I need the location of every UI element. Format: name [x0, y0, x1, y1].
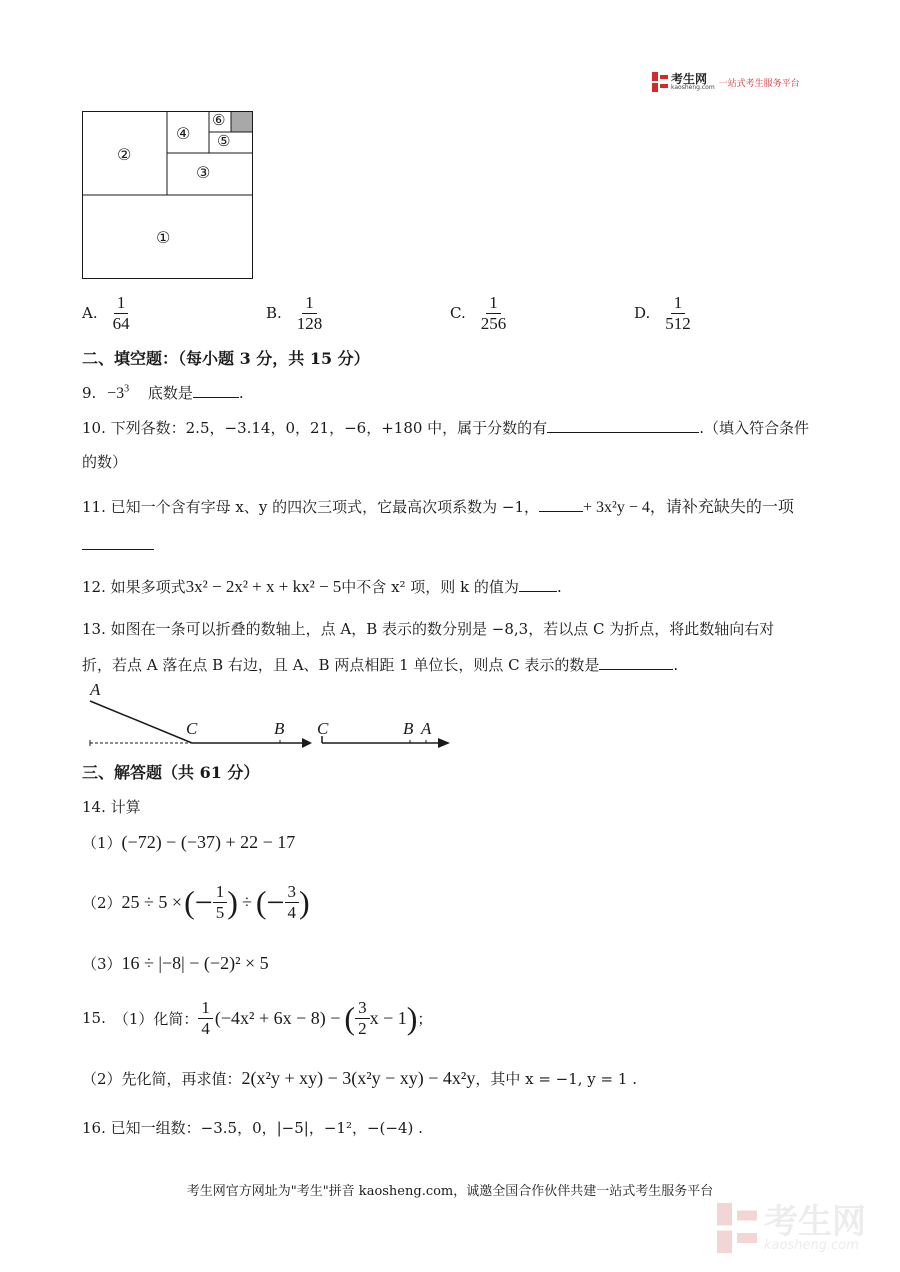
folded-numberline-figure [80, 680, 460, 752]
point-label-c: C [186, 719, 198, 738]
question-11: 11. 已知一个含有字母 x、y 的四次三项式，它最高次项系数为 −1， + 3x²y − 4，请补充缺失的一项 [82, 498, 794, 516]
region-label-5: ⑤ [217, 132, 231, 150]
question-15-part1: 15. （1）化简： $\frac{1}{4}$ (−4x² + 6x − 8) − ( $\frac{3}{2}$ x − 1 ) ； [82, 998, 433, 1038]
question-10: 10. 下列各数：2.5，−3.14，0，21，−6，+180 中，属于分数的有 .（填入符合条件 [82, 419, 809, 437]
point-label-a-right: A [421, 719, 432, 738]
logo-subtext: kaosheng.com [671, 84, 715, 91]
question-13-line2: 折，若点 A 落在点 B 右边，且 A、B 两点相距 1 单位长，则点 C 表示的数是 . [82, 656, 679, 674]
answer-blank[interactable] [547, 432, 699, 433]
region-label-1: ① [156, 228, 171, 247]
point-label-b-right: B [403, 719, 414, 738]
question-14-part3: （3）16 ÷ |−8| − (−2)² × 5 [82, 953, 269, 973]
question-14: 14. 计算 [82, 798, 141, 816]
answer-blank[interactable] [539, 511, 583, 512]
header-logo [652, 72, 800, 92]
footer-text: 考生网官方网址为"考生"拼音 kaosheng.com，诚邀全国合作伙伴共建一站式考生服务平台 [186, 1184, 714, 1199]
watermark [716, 1203, 866, 1253]
region-label-2: ② [117, 145, 132, 164]
region-label-3: ③ [196, 163, 211, 182]
point-label-b: B [274, 719, 285, 738]
region-label-4: ④ [176, 124, 191, 143]
watermark-text: 考生网 [764, 1201, 866, 1242]
question-12: 12. 如果多项式3x² − 2x² + x + kx² − 5中不含 x² 项，则 k 的值为 . [82, 577, 562, 596]
square-partition-figure [82, 111, 253, 279]
brand-logo-icon [652, 72, 668, 92]
question-11-answer-line[interactable] [82, 549, 154, 550]
q8-option-b: B. $\frac{1}{128}$ [266, 293, 323, 333]
question-15-part2: （2）先化简，再求值：2(x²y + xy) − 3(x²y − xy) − 4x²y，其中 x = −1, y = 1 . [82, 1068, 637, 1088]
question-9: 9. $-3^3$ 底数是 . [82, 383, 244, 402]
point-label-c-right: C [317, 719, 329, 738]
question-14-part2: （2） 25 ÷ 5 × (− $\frac{1}{5}$ ) ÷ (− $\frac{3}{4}$ ) [82, 882, 310, 922]
answer-blank[interactable] [193, 397, 239, 398]
question-13: 13. 如图在一条可以折叠的数轴上，点 A，B 表示的数分别是 −8,3，若以点 C 为折点，将此数轴向右对 [82, 620, 775, 638]
answer-blank[interactable] [599, 669, 673, 670]
header-slogan: 一站式考生服务平台 [718, 78, 800, 89]
question-16: 16. 已知一组数：−3.5，0，|−5|，−1²，−(−4) . [82, 1119, 423, 1137]
region-label-6: ⑥ [212, 111, 226, 129]
q8-option-a: A. $\frac{1}{64}$ [82, 293, 130, 333]
section3-title: 三、解答题（共 61 分） [82, 763, 260, 782]
section2-title: 二、填空题：（每小题 3 分，共 15 分） [82, 349, 370, 368]
question-10-line2: 的数） [82, 453, 128, 471]
q8-option-d: D. $\frac{1}{512}$ [634, 293, 691, 333]
question-14-part1: （1）(−72) − (−37) + 22 − 17 [82, 832, 296, 852]
point-label-a: A [90, 680, 101, 699]
watermark-logo-icon [716, 1203, 758, 1253]
q8-option-c: C. $\frac{1}{256}$ [450, 293, 507, 333]
logo-text: 考生网 [671, 72, 708, 86]
watermark-subtext: kaosheng.com [764, 1237, 859, 1253]
shaded-region [232, 112, 253, 132]
answer-blank[interactable] [519, 591, 557, 592]
